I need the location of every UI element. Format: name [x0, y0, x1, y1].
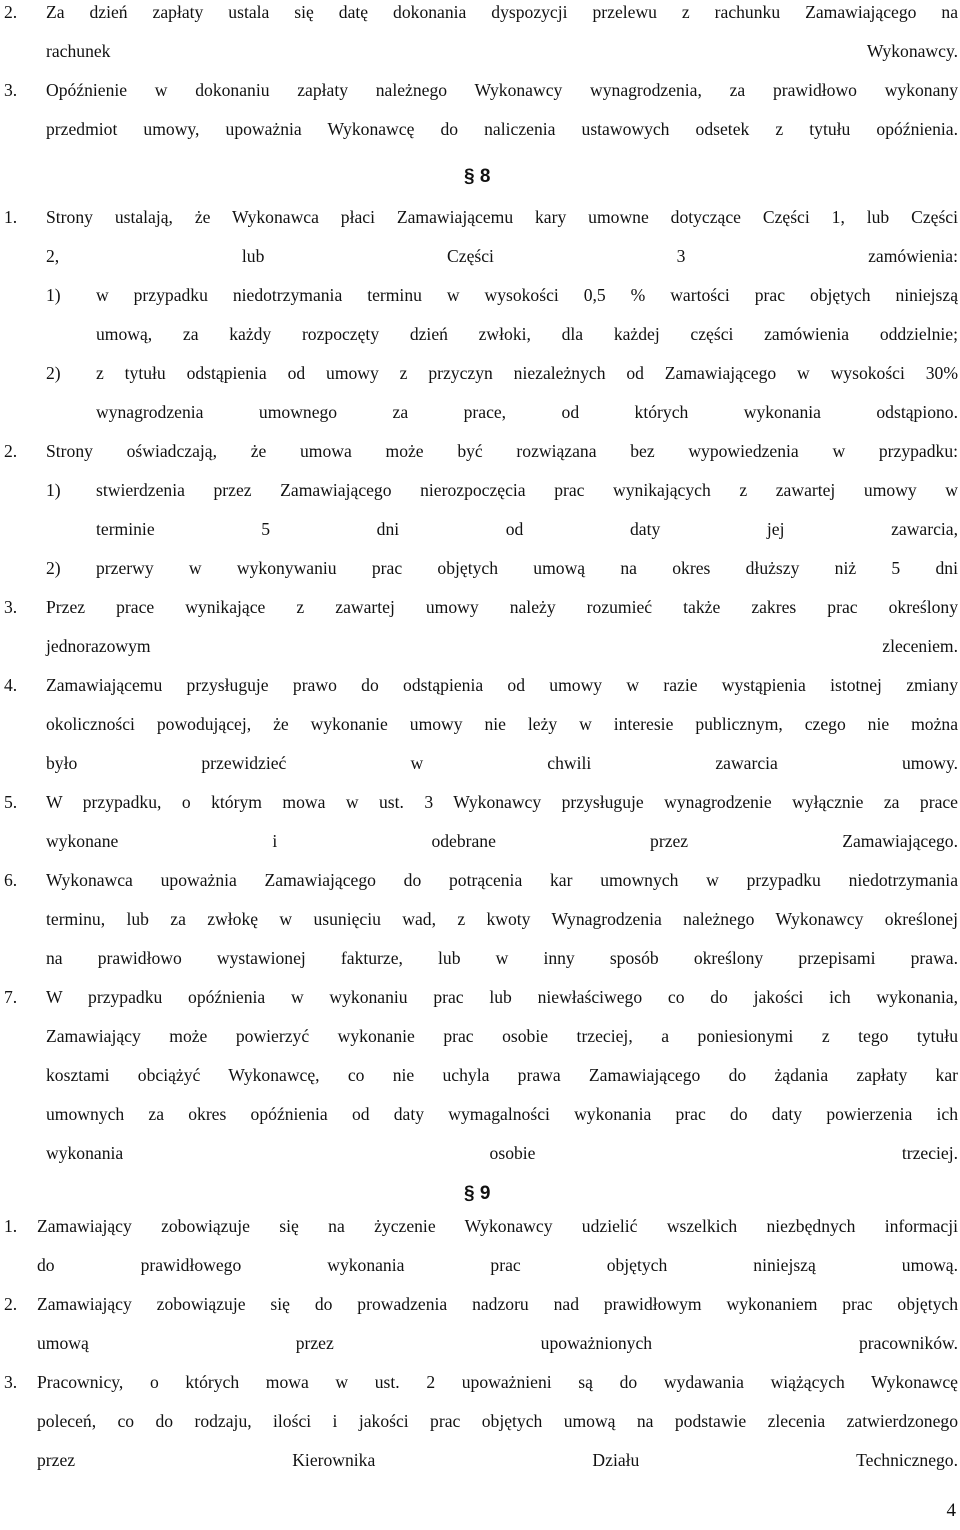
paragraph-number: 1) — [46, 480, 61, 500]
paragraph-number: 1. — [4, 1216, 18, 1236]
text-line: w przypadku niedotrzymania terminu w wysokości 0,5 % wartości prac objętych niniejszą — [96, 285, 958, 305]
text-line: umownych za okres opóźnienia od daty wymagalności wykonania prac do daty powierzenia ich — [46, 1104, 958, 1124]
text-line: kosztami obciążyć Wykonawcę, co nie uchyla prawa Zamawiającego do żądania zapłaty kar — [46, 1065, 958, 1085]
text-line: na prawidłowo wystawionej fakturze, lub w inny sposób określony przepisami prawa. — [46, 948, 958, 968]
paragraph-number: 3. — [4, 597, 18, 617]
section-heading-8: § 8 — [464, 166, 491, 187]
paragraph-number: 1. — [4, 207, 18, 227]
paragraph-text — [46, 71, 958, 149]
paragraph-number: 6. — [4, 870, 18, 890]
paragraph-number: 3. — [4, 80, 18, 100]
text-line: do prawidłowego wykonania prac objętych niniejszą umową. — [37, 1255, 958, 1275]
paragraph-8-3 — [0, 588, 958, 666]
text-line: wykonania osobie trzeciej. — [46, 1143, 958, 1163]
section-heading-9: § 9 — [464, 1183, 491, 1204]
page-number: 4 — [946, 1500, 956, 1521]
paragraph-number: 2. — [4, 441, 18, 461]
paragraph-text — [46, 666, 958, 783]
text-line: Strony ustalają, że Wykonawca płaci Zamawiającemu kary umowne dotyczące Części 1, lub Części — [46, 207, 958, 227]
list-item-8-1-2 — [0, 354, 958, 432]
text-line: poleceń, co do rodzaju, ilości i jakości prac objętych umową na podstawie zlecenia zatwierdzonego — [37, 1411, 958, 1431]
list-item-8-2-2 — [0, 549, 958, 588]
list-item-8-2-1 — [0, 471, 958, 549]
paragraph-9-2 — [0, 1285, 958, 1363]
text-line: terminu, lub za zwłokę w usunięciu wad, z kwoty Wynagrodzenia należnego Wykonawcy określonej — [46, 909, 958, 929]
paragraph-text — [46, 978, 958, 1173]
paragraph-9-3 — [0, 1363, 958, 1480]
text-line: Zamawiający zobowiązuje się do prowadzenia nadzoru nad prawidłowym wykonaniem prac objętych — [37, 1294, 958, 1314]
text-line: W przypadku opóźnienia w wykonaniu prac lub niewłaściwego co do jakości ich wykonania, — [46, 987, 958, 1007]
text-line: 2, lub Części 3 zamówienia: — [46, 246, 958, 266]
paragraph-text — [46, 0, 958, 71]
text-line: Wykonawca upoważnia Zamawiającego do potrącenia kar umownych w przypadku niedotrzymania — [46, 870, 958, 890]
text-line: umową, za każdy rozpoczęty dzień zwłoki, dla każdej części zamówienia oddzielnie; — [96, 324, 958, 344]
paragraph-number: 3. — [4, 1372, 18, 1392]
paragraph-text — [96, 549, 958, 588]
paragraph-2 — [0, 0, 958, 71]
paragraph-number: 4. — [4, 675, 18, 695]
paragraph-text — [46, 861, 958, 978]
paragraph-8-5 — [0, 783, 958, 861]
paragraph-text — [96, 471, 958, 549]
text-line: Zamawiający zobowiązuje się na życzenie Wykonawcy udzielić wszelkich niezbędnych informacji — [37, 1216, 958, 1236]
text-line: przez Kierownika Działu Technicznego. — [37, 1450, 958, 1470]
paragraph-text — [46, 432, 958, 471]
paragraph-8-7 — [0, 978, 958, 1173]
text-line: stwierdzenia przez Zamawiającego nierozpoczęcia prac wynikających z zawartej umowy w — [96, 480, 958, 500]
paragraph-text — [46, 783, 958, 861]
paragraph-text — [46, 588, 958, 666]
text-line: przerwy w wykonywaniu prac objętych umową na okres dłuższy niż 5 dni — [96, 558, 958, 578]
text-line: Strony oświadczają, że umowa może być rozwiązana bez wypowiedzenia w przypadku: — [46, 441, 958, 461]
text-line: okoliczności powodującej, że wykonanie umowy nie leży w interesie publicznym, czego nie można — [46, 714, 958, 734]
paragraph-text — [37, 1285, 958, 1363]
text-line: wynagrodzenia umownego za prace, od których wykonania odstąpiono. — [96, 402, 958, 422]
text-line: rachunek Wykonawcy. — [46, 41, 958, 61]
paragraph-number: 2) — [46, 363, 61, 383]
text-line: Przez prace wynikające z zawartej umowy należy rozumieć także zakres prac określony — [46, 597, 958, 617]
text-line: jednorazowym zleceniem. — [46, 636, 958, 656]
paragraph-number: 7. — [4, 987, 18, 1007]
paragraph-text — [96, 354, 958, 432]
paragraph-text — [96, 276, 958, 354]
paragraph-number: 5. — [4, 792, 18, 812]
text-line: przedmiot umowy, upoważnia Wykonawcę do naliczenia ustawowych odsetek z tytułu opóźnienia. — [46, 119, 958, 139]
text-line: Zamawiający może powierzyć wykonanie prac osobie trzeciej, a poniesionymi z tego tytułu — [46, 1026, 958, 1046]
paragraph-9-1 — [0, 1207, 958, 1285]
paragraph-3 — [0, 71, 958, 149]
text-line: terminie 5 dni od daty jej zawarcia, — [96, 519, 958, 539]
text-line: Zamawiającemu przysługuje prawo do odstąpienia od umowy w razie wystąpienia istotnej zmiany — [46, 675, 958, 695]
text-line: W przypadku, o którym mowa w ust. 3 Wykonawcy przysługuje wynagrodzenie wyłącznie za prace — [46, 792, 958, 812]
text-line: Za dzień zapłaty ustala się datę dokonania dyspozycji przelewu z rachunku Zamawiającego na — [46, 2, 958, 22]
paragraph-text — [46, 198, 958, 276]
paragraph-number: 2) — [46, 558, 61, 578]
text-line: Opóźnienie w dokonaniu zapłaty należnego Wykonawcy wynagrodzenia, za prawidłowo wykonany — [46, 80, 958, 100]
text-line: z tytułu odstąpienia od umowy z przyczyn niezależnych od Zamawiającego w wysokości 30% — [96, 363, 958, 383]
text-line: Pracownicy, o których mowa w ust. 2 upoważnieni są do wydawania wiążących Wykonawcę — [37, 1372, 958, 1392]
paragraph-8-6 — [0, 861, 958, 978]
paragraph-text — [37, 1207, 958, 1285]
text-line: umową przez upoważnionych pracowników. — [37, 1333, 958, 1353]
paragraph-8-4 — [0, 666, 958, 783]
paragraph-text — [37, 1363, 958, 1480]
text-line: było przewidzieć w chwili zawarcia umowy. — [46, 753, 958, 773]
paragraph-number: 2. — [4, 2, 18, 22]
paragraph-number: 1) — [46, 285, 61, 305]
paragraph-8-1 — [0, 198, 958, 276]
list-item-8-1-1 — [0, 276, 958, 354]
text-line: wykonane i odebrane przez Zamawiającego. — [46, 831, 958, 851]
paragraph-8-2 — [0, 432, 958, 471]
paragraph-number: 2. — [4, 1294, 18, 1314]
